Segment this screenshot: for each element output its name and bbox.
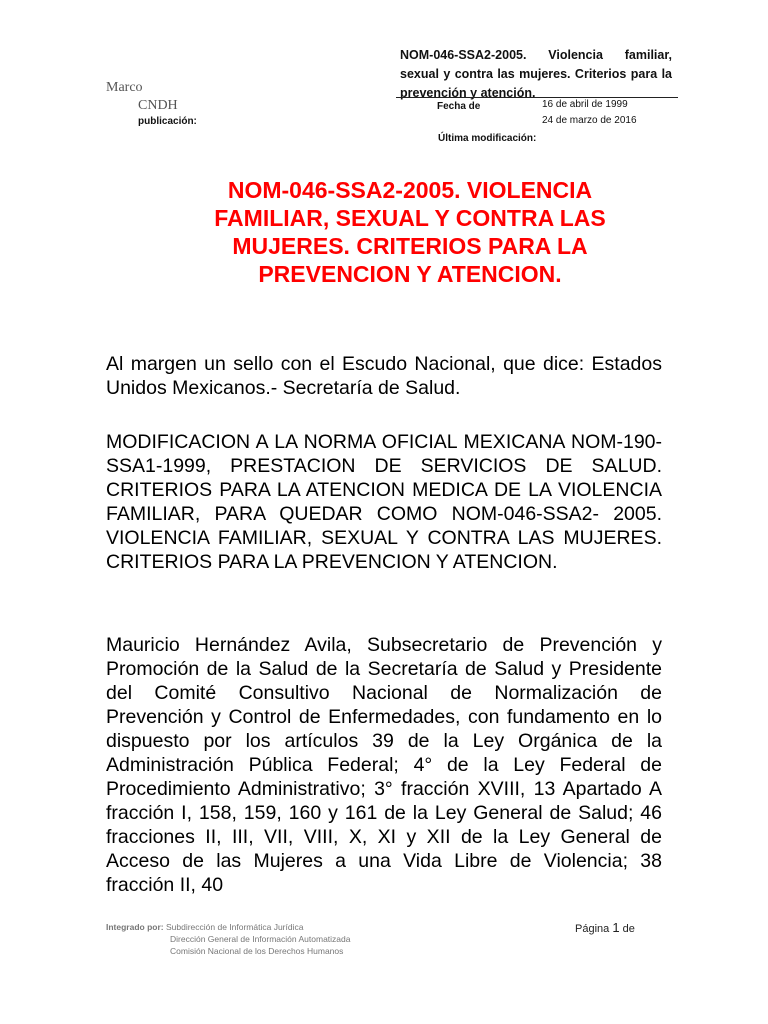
header-modification-date: 24 de marzo de 2016 (542, 115, 637, 126)
header-cndh-label: CNDH (138, 98, 178, 113)
page-label: Página (575, 923, 610, 935)
header-fecha-label: Fecha de (437, 101, 481, 112)
page-suffix: de (622, 923, 635, 935)
header-publication-date: 16 de abril de 1999 (542, 99, 628, 110)
page-number (575, 920, 635, 935)
paragraph-preamble: Mauricio Hernández Avila, Subsecretario de Prevención y Promoción de la Salud de la Secretaría de Salud y Presidente del Comité Consultivo Nacional de Normalización de Prevención y Control de Enfermedades, con fundamento en lo dispuesto por los artículos 39 de la Ley Orgánica de la Administración Pública Federal; 4° de la Ley Federal de Procedimiento Administrativo; 3° fracción XVIII, 13 Apartado A fracción I, 158, 159, 160 y 161 de la Ley General de Salud; 46 fracciones II, III, VII, VIII, X, XI y XII de la Ley General de Acceso de las Mujeres a una Vida Libre de Violencia; 38 fracción II, 40 (106, 634, 662, 896)
header-document-title: NOM-046-SSA2-2005. Violencia familiar, sexual y contra las mujeres. Criterios para la prevención y atención. (400, 48, 672, 100)
header-publication-label: publicación: (138, 116, 197, 127)
footer-line-3: Comisión Nacional de los Derechos Humanos (170, 946, 344, 956)
document-title: NOM-046-SSA2-2005. VIOLENCIA FAMILIAR, SEXUAL Y CONTRA LAS MUJERES. CRITERIOS PARA LA PREVENCION Y ATENCION. (214, 177, 606, 287)
footer-line-2: Dirección General de Información Automatizada (170, 934, 351, 944)
paragraph-modification: MODIFICACION A LA NORMA OFICIAL MEXICANA NOM-190-SSA1-1999, PRESTACION DE SERVICIOS DE SALUD. CRITERIOS PARA LA ATENCION MEDICA DE LA VIOLENCIA FAMILIAR, PARA QUEDAR COMO NOM-046-SSA2- 2005. VIOLENCIA FAMILIAR, SEXUAL Y CONTRA LAS MUJERES. CRITERIOS PARA LA PREVENCION Y ATENCION. (106, 431, 662, 573)
header-last-modification-label: Última modificación: (438, 133, 537, 144)
header-divider (396, 97, 678, 98)
paragraph-seal: Al margen un sello con el Escudo Nacional, que dice: Estados Unidos Mexicanos.- Secretaría de Salud. (106, 353, 662, 399)
header-marco-label: Marco (106, 80, 143, 95)
footer-integrado-label: Integrado por: (106, 922, 164, 932)
page-number-value: 1 (612, 920, 620, 935)
footer-integrado (106, 921, 303, 933)
footer-line-1: Subdirección de Informática Jurídica (165, 922, 304, 932)
